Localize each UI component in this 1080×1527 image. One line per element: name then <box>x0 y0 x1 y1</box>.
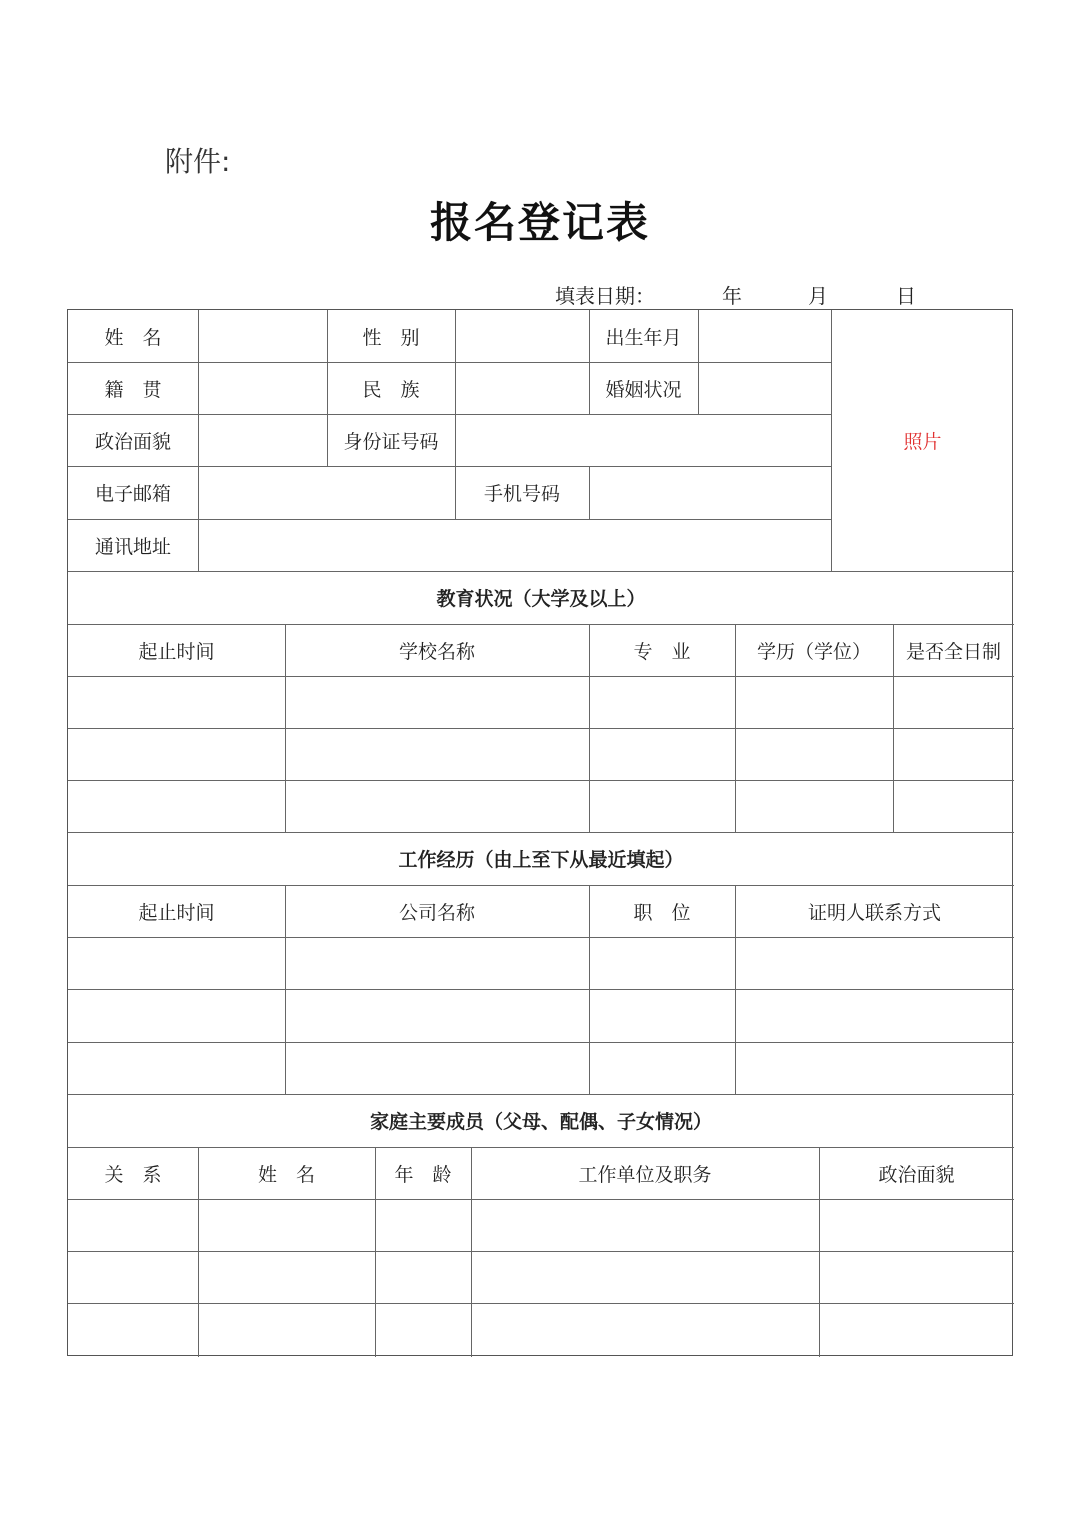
work-company-header: 公司名称 <box>398 901 475 924</box>
family-age-header: 年 龄 <box>394 1163 452 1186</box>
work-row-3[interactable] <box>68 1043 1014 1094</box>
fill-date-label: 填表日期： <box>555 284 655 308</box>
email-label: 电子邮箱 <box>94 483 171 505</box>
gender-field[interactable] <box>456 311 588 361</box>
address-field[interactable] <box>199 520 830 570</box>
birth-date-field[interactable] <box>699 311 830 361</box>
id-number-label: 身份证号码 <box>343 430 439 453</box>
education-row-1[interactable] <box>68 677 1014 728</box>
day-label: 日 <box>896 284 916 308</box>
edu-fulltime-header: 是否全日制 <box>905 640 1001 663</box>
work-position-header: 职 位 <box>633 901 691 924</box>
marital-status-label: 婚姻状况 <box>605 378 682 401</box>
ethnicity-field[interactable] <box>456 363 588 413</box>
name-label: 姓 名 <box>104 326 162 349</box>
work-row-1[interactable] <box>68 938 1014 989</box>
ethnicity-label: 民 族 <box>362 378 420 401</box>
work-reference-header: 证明人联系方式 <box>807 901 941 924</box>
education-row-3[interactable] <box>68 781 1014 832</box>
native-place-field[interactable] <box>199 363 326 413</box>
work-section-title: 工作经历（由上至下从最近填起） <box>398 849 684 871</box>
photo-placeholder: 照片 <box>903 431 942 453</box>
edu-period-header: 起止时间 <box>138 640 215 663</box>
edu-school-header: 学校名称 <box>398 640 475 663</box>
work-period-header: 起止时间 <box>138 901 215 924</box>
family-employer-header: 工作单位及职务 <box>578 1163 712 1186</box>
family-political-header: 政治面貌 <box>878 1163 955 1186</box>
registration-form-table <box>67 309 1013 1356</box>
month-label: 月 <box>808 284 828 308</box>
id-number-field[interactable] <box>456 415 830 465</box>
fill-date-row <box>0 280 1080 308</box>
phone-label: 手机号码 <box>483 483 560 505</box>
family-relation-header: 关 系 <box>104 1163 162 1186</box>
gender-label: 性 别 <box>362 326 420 349</box>
address-label: 通讯地址 <box>94 535 171 558</box>
email-field[interactable] <box>199 467 454 518</box>
edu-major-header: 专 业 <box>633 640 691 663</box>
political-status-label: 政治面貌 <box>94 430 171 453</box>
work-row-2[interactable] <box>68 990 1014 1041</box>
native-place-label: 籍 贯 <box>104 378 162 401</box>
phone-field[interactable] <box>590 467 830 518</box>
family-row-3[interactable] <box>68 1304 1014 1355</box>
edu-degree-header: 学历（学位） <box>756 640 871 663</box>
form-title: 报名登记表 <box>429 198 650 247</box>
year-label: 年 <box>722 284 742 308</box>
family-name-header: 姓 名 <box>257 1163 315 1186</box>
family-row-1[interactable] <box>68 1200 1014 1251</box>
education-row-2[interactable] <box>68 729 1014 780</box>
education-section-title: 教育状况（大学及以上） <box>436 588 646 610</box>
name-field[interactable] <box>199 311 326 361</box>
attachment-label: 附件: <box>165 145 231 178</box>
family-section-title: 家庭主要成员（父母、配偶、子女情况） <box>369 1111 712 1133</box>
marital-status-field[interactable] <box>699 363 830 413</box>
family-row-2[interactable] <box>68 1252 1014 1303</box>
political-status-field[interactable] <box>199 415 326 465</box>
birth-date-label: 出生年月 <box>605 326 682 349</box>
